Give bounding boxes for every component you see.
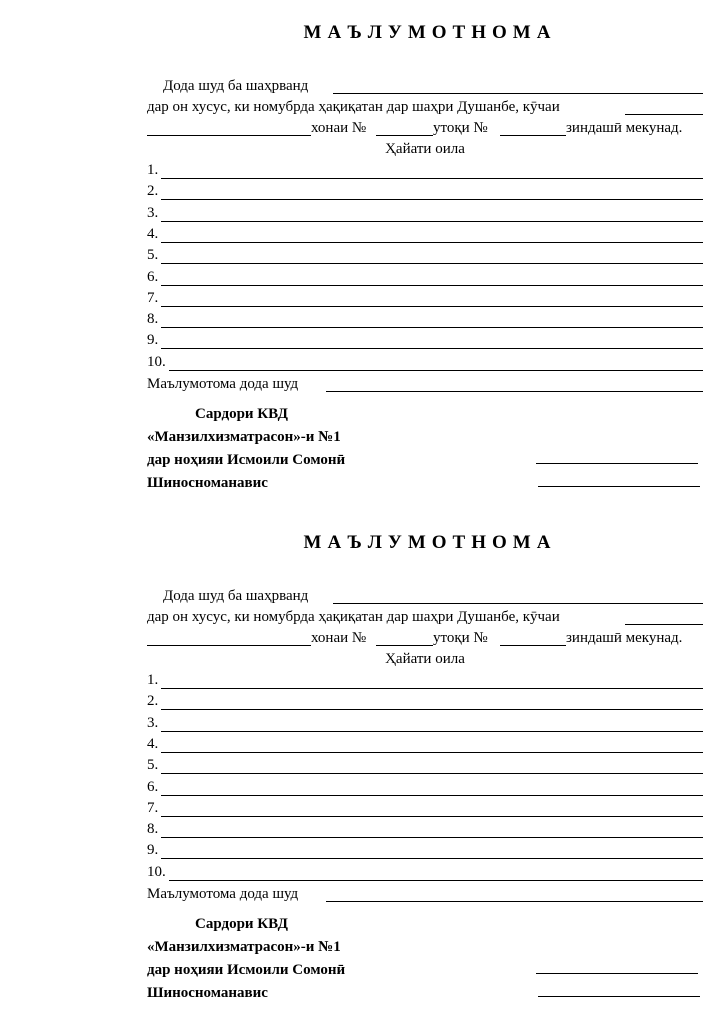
street-blank[interactable] (625, 624, 703, 625)
family-member-row[interactable] (147, 691, 703, 712)
room-number-blank[interactable] (500, 645, 566, 646)
family-member-row[interactable] (147, 203, 703, 224)
signatory-role: Шиносноманавис (147, 985, 268, 1001)
row-number: 6. (147, 269, 159, 285)
row-number: 6. (147, 779, 159, 795)
issued-to-blank[interactable] (326, 391, 703, 392)
member-blank[interactable] (161, 837, 703, 838)
family-member-row[interactable] (147, 862, 703, 883)
signatory-title: Сардори КВД (195, 406, 288, 422)
signature-line[interactable] (536, 973, 698, 974)
family-member-row[interactable] (147, 798, 703, 819)
member-blank[interactable] (161, 327, 703, 328)
house-label: хонаи № (311, 630, 367, 646)
row-number: 7. (147, 800, 159, 816)
family-member-row[interactable] (147, 224, 703, 245)
member-blank[interactable] (161, 242, 703, 243)
address-text: дар он хусус, ки номубрда ҳақиқатан дар шаҳри Душанбе, кӯчаи (147, 609, 560, 625)
member-blank[interactable] (161, 858, 703, 859)
family-member-row[interactable] (147, 352, 703, 373)
row-number: 8. (147, 821, 159, 837)
signatory-title: Сардори КВД (195, 916, 288, 932)
citizen-line (147, 586, 703, 606)
row-number: 9. (147, 842, 159, 858)
member-blank[interactable] (161, 263, 703, 264)
row-number: 4. (147, 736, 159, 752)
house-line (147, 118, 703, 138)
family-member-row[interactable] (147, 330, 703, 351)
family-member-row[interactable] (147, 819, 703, 840)
family-member-row[interactable] (147, 181, 703, 202)
intro-text: Дода шуд ба шаҳрванд (163, 588, 309, 604)
row-number: 4. (147, 226, 159, 242)
signatory-office: «Манзилхизматрасон»-и №1 (147, 939, 341, 955)
street-continued-blank[interactable] (147, 645, 311, 646)
row-number: 3. (147, 205, 159, 221)
row-number: 3. (147, 715, 159, 731)
signature-line[interactable] (536, 463, 698, 464)
family-heading: Ҳайати оила (385, 651, 465, 667)
member-blank[interactable] (161, 816, 703, 817)
room-label: утоқи № (433, 120, 488, 136)
member-blank[interactable] (161, 688, 703, 689)
family-member-row[interactable] (147, 840, 703, 861)
intro-text: Дода шуд ба шаҳрванд (163, 78, 309, 94)
family-member-row[interactable] (147, 755, 703, 776)
issued-label: Маълумотома дода шуд (147, 376, 299, 392)
member-blank[interactable] (161, 773, 703, 774)
house-label: хонаи № (311, 120, 367, 136)
issued-line (147, 884, 703, 904)
row-number: 5. (147, 757, 159, 773)
lives-text: зиндашӣ мекунад. (566, 120, 683, 136)
member-blank[interactable] (161, 709, 703, 710)
member-blank[interactable] (161, 285, 703, 286)
row-number: 5. (147, 247, 159, 263)
street-blank[interactable] (625, 114, 703, 115)
family-member-row[interactable] (147, 245, 703, 266)
row-number: 1. (147, 162, 159, 178)
row-number: 10. (147, 354, 166, 370)
address-line (147, 97, 703, 117)
member-blank[interactable] (161, 221, 703, 222)
citizen-name-blank[interactable] (333, 93, 703, 94)
certificate-1 (0, 0, 724, 500)
row-number: 1. (147, 672, 159, 688)
row-number: 7. (147, 290, 159, 306)
family-member-row[interactable] (147, 160, 703, 181)
row-number: 8. (147, 311, 159, 327)
family-member-row[interactable] (147, 288, 703, 309)
certificate-title: МАЪЛУМОТНОМА (303, 22, 557, 43)
member-blank[interactable] (161, 306, 703, 307)
house-number-blank[interactable] (376, 135, 433, 136)
signature-line[interactable] (538, 996, 700, 997)
certificate-2 (0, 510, 724, 1010)
citizen-line (147, 76, 703, 96)
signatory-office: «Манзилхизматрасон»-и №1 (147, 429, 341, 445)
lives-text: зиндашӣ мекунад. (566, 630, 683, 646)
house-number-blank[interactable] (376, 645, 433, 646)
family-member-row[interactable] (147, 713, 703, 734)
signatory-district: дар ноҳияи Исмоили Сомонӣ (147, 962, 346, 978)
room-number-blank[interactable] (500, 135, 566, 136)
family-member-row[interactable] (147, 777, 703, 798)
address-line (147, 607, 703, 627)
street-continued-blank[interactable] (147, 135, 311, 136)
certificate-title: МАЪЛУМОТНОМА (303, 532, 557, 553)
citizen-name-blank[interactable] (333, 603, 703, 604)
member-blank[interactable] (161, 178, 703, 179)
row-number: 9. (147, 332, 159, 348)
family-member-row[interactable] (147, 734, 703, 755)
house-line (147, 628, 703, 648)
member-blank[interactable] (161, 752, 703, 753)
issued-line (147, 374, 703, 394)
member-blank[interactable] (169, 880, 703, 881)
row-number: 2. (147, 693, 159, 709)
member-blank[interactable] (161, 348, 703, 349)
family-member-row[interactable] (147, 309, 703, 330)
family-member-row[interactable] (147, 267, 703, 288)
row-number: 10. (147, 864, 166, 880)
member-blank[interactable] (169, 370, 703, 371)
signature-line[interactable] (538, 486, 700, 487)
room-label: утоқи № (433, 630, 488, 646)
signatory-role: Шиносноманавис (147, 475, 268, 491)
signatory-district: дар ноҳияи Исмоили Сомонӣ (147, 452, 346, 468)
issued-to-blank[interactable] (326, 901, 703, 902)
family-heading: Ҳайати оила (385, 141, 465, 157)
issued-label: Маълумотома дода шуд (147, 886, 299, 902)
member-blank[interactable] (161, 731, 703, 732)
member-blank[interactable] (161, 199, 703, 200)
row-number: 2. (147, 183, 159, 199)
address-text: дар он хусус, ки номубрда ҳақиқатан дар шаҳри Душанбе, кӯчаи (147, 99, 560, 115)
member-blank[interactable] (161, 795, 703, 796)
family-member-row[interactable] (147, 670, 703, 691)
